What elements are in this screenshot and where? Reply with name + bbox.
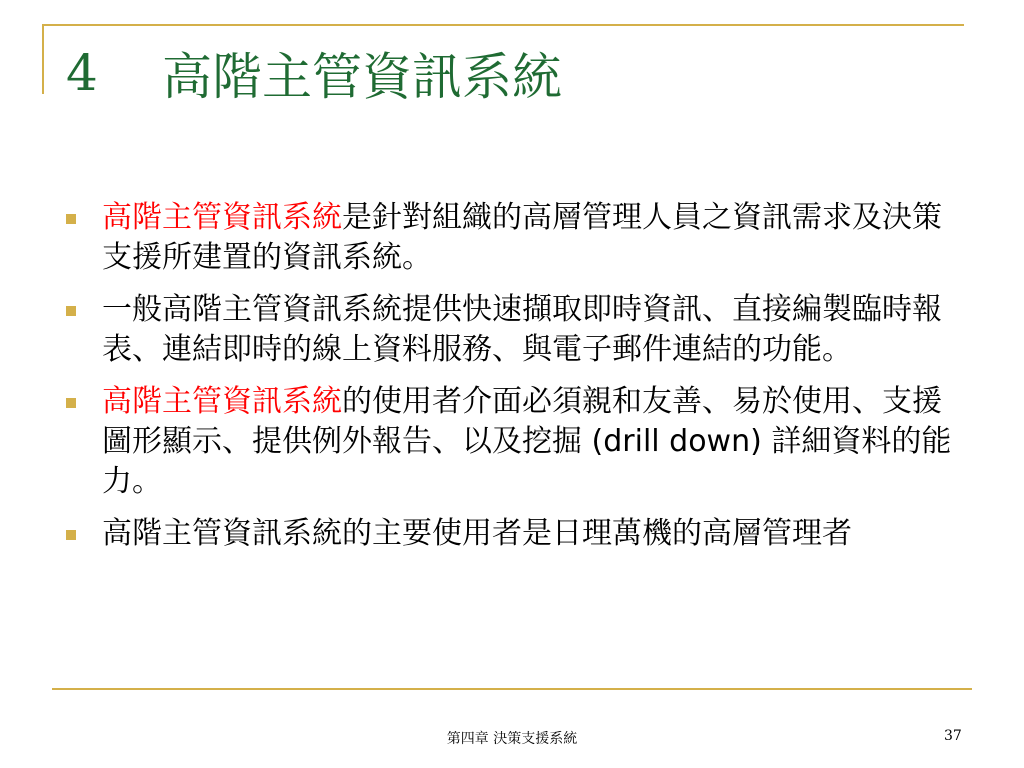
title-number: 4 (66, 44, 98, 102)
square-bullet-icon (66, 306, 76, 316)
square-bullet-icon (66, 530, 76, 540)
square-bullet-icon (66, 214, 76, 224)
slide-title (66, 38, 562, 108)
bullet-highlight: 高階主管資訊系統 (102, 200, 342, 235)
bullet-text: 的使用者介面必須親和友善、易於使用、支援圖形顯示、提供例外報告、以及挖掘 (drill down) 詳細資料的能力。 (102, 384, 952, 499)
footer-divider (52, 688, 972, 690)
bullet-item (64, 198, 964, 278)
bullet-list (64, 198, 964, 566)
bullet-text: 是針對組織的高層管理人員之資訊需求及決策支援所建置的資訊系統。 (102, 200, 942, 275)
page-number: 37 (944, 728, 962, 744)
bullet-item (64, 382, 964, 502)
bullet-text: 一般高階主管資訊系統提供快速擷取即時資訊、直接編製臨時報表、連結即時的線上資料服務、與電子郵件連結的功能。 (102, 292, 942, 367)
footer-chapter: 第四章 決策支援系統 (446, 731, 578, 747)
title-text: 高階主管資訊系統 (162, 48, 562, 106)
frame-left-line (42, 24, 44, 94)
square-bullet-icon (66, 398, 76, 408)
bullet-item (64, 514, 964, 554)
frame-top-line (44, 24, 964, 26)
bullet-highlight: 高階主管資訊系統 (102, 384, 342, 419)
bullet-text: 高階主管資訊系統的主要使用者是日理萬機的高層管理者 (102, 516, 852, 551)
bullet-item (64, 290, 964, 370)
